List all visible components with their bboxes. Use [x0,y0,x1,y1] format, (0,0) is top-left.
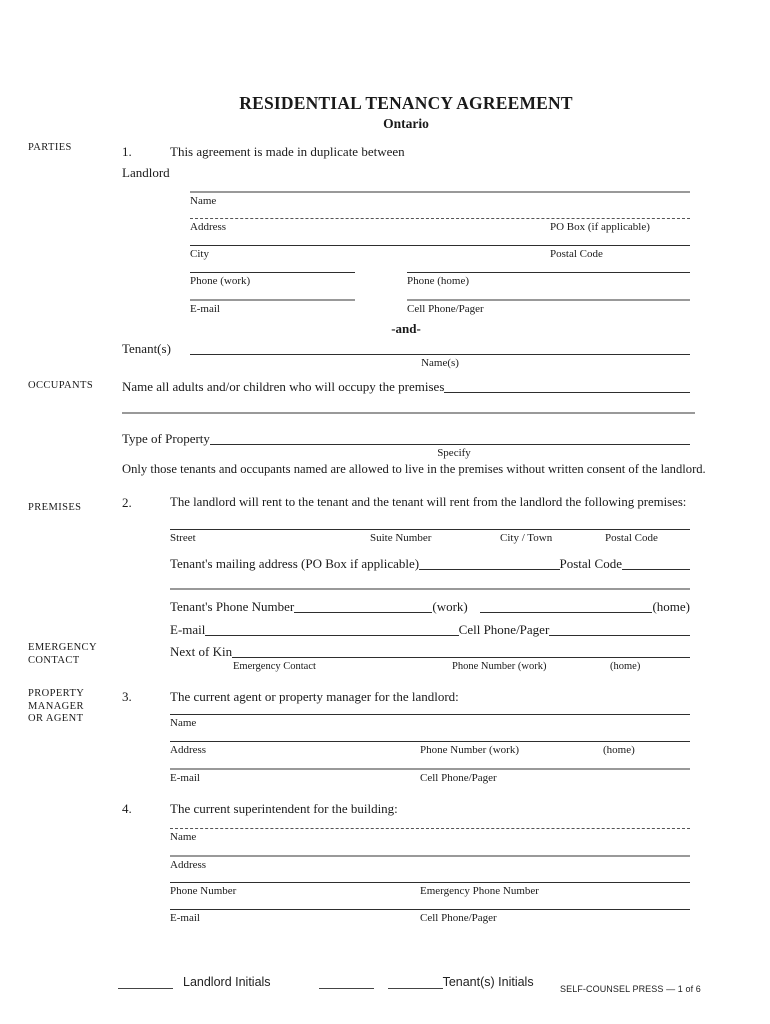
clause-2-text: The landlord will rent to the tenant and the tenant will rent from the landlord the following premises: [170,495,687,509]
clause-3-number: 3. [122,689,132,704]
tenant-cell-label: Cell Phone/Pager [458,622,550,637]
occupants-prompt-row [122,379,690,395]
agent-phone-work-label: Phone Number (work) [420,744,519,756]
superintendent-name-field[interactable] [170,828,690,855]
margin-label-parties-text: PARTIES [28,142,72,153]
margin-label-occupants-text: OCCUPANTS [28,380,94,391]
tenant-initials-field-2[interactable] [388,979,443,989]
tenant-heading: Tenant(s) [122,341,171,356]
clause-1-text: This agreement is made in duplicate between [170,144,405,159]
tenant-phone-work-field[interactable] [294,609,432,613]
occupants-names-field[interactable] [444,389,690,393]
initials-footer [118,975,534,989]
tenant-initials-field-1[interactable] [319,979,374,989]
tenant-phone-work-label: (work) [432,599,468,614]
landlord-name-label: Name [190,195,217,207]
superintendent-fields-block [170,828,690,936]
page-subtitle: Ontario [383,116,429,131]
clause-4-text: The current superintendent for the building: [170,801,398,816]
agent-address-label: Address [170,744,207,756]
premises-postal-label: Postal Code [605,532,658,544]
landlord-pobox-label: PO Box (if applicable) [550,221,650,233]
landlord-city-label: City [190,248,209,260]
next-of-kin-field[interactable] [232,654,690,658]
landlord-address-field[interactable] [190,218,690,245]
street-label: Street [170,532,196,544]
superintendent-name-label: Name [170,831,197,843]
landlord-initials-field[interactable] [118,979,173,989]
city-town-label: City / Town [500,532,553,544]
superintendent-address-label: Address [170,859,207,871]
landlord-phone-work-field[interactable] [190,272,355,299]
margin-label-premises [28,502,81,515]
superintendent-address-field[interactable] [170,855,690,882]
superintendent-phone-field[interactable] [170,882,690,909]
clause-3-text: The current agent or property manager for the landlord: [170,689,459,704]
tenant-names-label: Name(s) [421,357,459,369]
agent-address-field[interactable] [170,741,690,768]
tenant-names-field[interactable] [190,351,690,355]
agent-name-field[interactable] [170,714,690,741]
landlord-phone-work-label: Phone (work) [190,275,251,287]
type-of-property-field[interactable] [210,441,690,445]
landlord-phone-row [190,272,690,299]
mailing-address-row [170,556,690,572]
landlord-phone-home-label: Phone (home) [407,275,470,287]
next-of-kin-row [170,644,690,660]
occupants-prompt: Name all adults and/or children who will occupy the premises [122,379,445,394]
agent-email-label: E-mail [170,772,200,784]
margin-label-property-manager [28,688,84,726]
mailing-postal-label: Postal Code [559,556,622,571]
clause-3 [122,689,690,705]
margin-label-emergency-contact [28,642,97,667]
landlord-cell-label: Cell Phone/Pager [407,303,484,315]
margin-label-premises-text: PREMISES [28,502,82,513]
occupants-continuation-field[interactable] [122,412,695,414]
page-title: RESIDENTIAL TENANCY AGREEMENT [239,93,573,113]
tenant-email-field[interactable] [205,632,458,636]
margin-label-agent-line1: PROPERTY [28,688,85,699]
tenant-email-label: E-mail [170,622,206,637]
specify-label: Specify [437,447,471,459]
tenant-phone-label: Tenant's Phone Number [170,599,295,614]
superintendent-cell-label: Cell Phone/Pager [420,912,497,924]
landlord-city-field[interactable] [190,245,690,272]
margin-label-emergency-line1: EMERGENCY [28,642,97,653]
margin-label-parties [28,142,72,155]
superintendent-email-field[interactable] [170,909,690,936]
suite-number-label: Suite Number [370,532,432,544]
landlord-postal-label: Postal Code [550,248,603,260]
landlord-email-label: E-mail [190,303,220,315]
premises-block [170,529,690,672]
tenant-phone-home-label: (home) [652,599,690,614]
landlord-fields-block [190,191,690,326]
tenant-email-row [170,622,690,638]
mailing-continuation-field[interactable] [170,588,690,590]
mailing-address-field[interactable] [419,566,559,570]
margin-label-agent-line2: MANAGER [28,700,84,712]
clause-2-number: 2. [122,495,132,510]
type-of-property-label: Type of Property [122,431,210,446]
tenant-cell-field[interactable] [549,632,690,636]
landlord-initials-label: Landlord Initials [183,975,271,989]
margin-label-emergency-line2: CONTACT [28,654,80,666]
publisher-page-number: SELF-COUNSEL PRESS — 1 of 6 [560,984,701,994]
landlord-phone-home-field[interactable] [407,272,690,299]
and-separator: -and- [391,321,421,336]
margin-label-occupants [28,380,93,393]
agent-home-label: (home) [603,744,635,756]
tenant-initials-label: Tenant(s) Initials [442,975,534,989]
premises-street-field[interactable] [170,529,690,556]
clause-2 [122,495,702,511]
tenant-block [122,341,690,370]
nok-home-label: (home) [610,661,641,672]
mailing-address-label: Tenant's mailing address (PO Box if applicable) [170,556,420,571]
agent-cell-label: Cell Phone/Pager [420,772,497,784]
nok-phone-work-label: Phone Number (work) [452,661,547,672]
superintendent-emergency-phone-label: Emergency Phone Number [420,885,539,897]
clause-1 [122,144,690,160]
tenant-phone-row [170,599,690,615]
margin-label-agent-line3: OR AGENT [28,713,84,724]
tenant-phone-home-field[interactable] [480,609,653,613]
superintendent-email-label: E-mail [170,912,200,924]
emergency-contact-label: Emergency Contact [233,661,316,672]
clause-1-number: 1. [122,144,132,159]
next-of-kin-label: Next of Kin [170,644,233,659]
type-of-property-block [122,431,690,460]
clause-4 [122,801,690,817]
agent-fields-block [170,714,690,795]
landlord-address-label: Address [190,221,227,233]
landlord-heading: Landlord [122,165,170,180]
superintendent-phone-label: Phone Number [170,885,237,897]
mailing-postal-field[interactable] [622,566,690,570]
agent-name-label: Name [170,717,197,729]
clause-4-number: 4. [122,801,132,816]
occupants-note: Only those tenants and occupants named are allowed to live in the premises without written consent of the landlord. [122,462,706,476]
agent-email-field[interactable] [170,768,690,795]
title-block [122,93,690,132]
landlord-name-field[interactable] [190,191,690,218]
